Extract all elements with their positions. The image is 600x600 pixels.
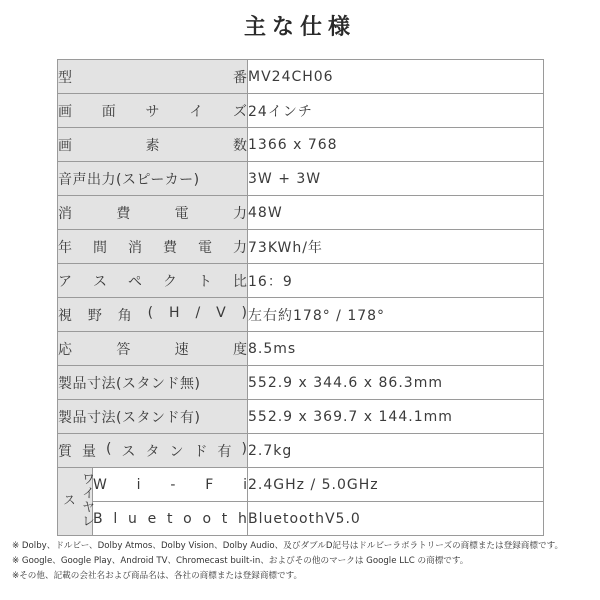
- spec-value: 552.9 x 344.6 x 86.3mm: [248, 366, 544, 400]
- spec-label-char: 度: [232, 341, 247, 358]
- spec-label: [58, 101, 247, 121]
- spec-label: [58, 305, 247, 325]
- spec-label-char: 面: [101, 103, 116, 120]
- spec-label: [58, 271, 247, 291]
- spec-label: [58, 67, 247, 87]
- spec-value: 73KWh/年: [248, 230, 544, 264]
- spec-row: [58, 298, 544, 332]
- spec-row: [58, 162, 544, 196]
- spec-label-char: ク: [163, 273, 177, 290]
- spec-label-char: 速: [174, 341, 189, 358]
- spec-label-char: ド: [193, 443, 208, 460]
- spec-label-char: (: [147, 304, 154, 321]
- spec-value: 48W: [248, 196, 544, 230]
- spec-row: [58, 332, 544, 366]
- spec-label-cell: [58, 434, 248, 468]
- spec-label: [58, 237, 247, 257]
- spec-label-char: /: [195, 304, 201, 321]
- footnote-trademarks: ※その他、記載の会社名および商品名は、各社の商標または登録商標です。: [12, 571, 303, 581]
- spec-row: [58, 400, 544, 434]
- spec-row-wireless: [58, 468, 544, 502]
- footnote-dolby: ※ Dolby、ドルビー、Dolby Atmos、Dolby Vision、Dolby Audio、及びダブルD記号はドルビーラボラトリーズの商標または登録商標です。: [12, 541, 564, 551]
- spec-row: [58, 60, 544, 94]
- spec-label: [58, 441, 247, 461]
- spec-label-cell: [58, 366, 248, 400]
- spec-label-char: H: [169, 304, 180, 321]
- spec-label: [93, 477, 247, 493]
- spec-label-char: 画: [58, 137, 72, 154]
- spec-label-char: ズ: [233, 103, 247, 120]
- spec-value: 24インチ: [248, 94, 544, 128]
- spec-label-cell: [58, 60, 248, 94]
- spec-label: 製品寸法(スタンド有): [58, 409, 201, 426]
- spec-label-char: (: [106, 440, 112, 457]
- spec-label-char: ペ: [128, 273, 142, 290]
- spec-label-char: t: [166, 510, 173, 527]
- spec-label-cell: [58, 94, 248, 128]
- spec-label-char: 電: [198, 239, 212, 256]
- spec-label-char: u: [127, 510, 137, 527]
- spec-value: MV24CH06: [248, 60, 544, 94]
- spec-label-char: ): [241, 304, 247, 321]
- spec-value: 2.4GHz / 5.0GHz: [248, 468, 544, 502]
- spec-label: [58, 135, 247, 155]
- spec-label-char: o: [202, 510, 212, 527]
- spec-label-char: e: [147, 510, 157, 527]
- spec-label-char: 答: [116, 341, 131, 358]
- spec-label-cell: [58, 128, 248, 162]
- spec-label-cell: [58, 162, 248, 196]
- spec-label-char: ): [241, 440, 247, 457]
- spec-row: [58, 230, 544, 264]
- spec-label-char: 年: [58, 239, 72, 256]
- spec-label-char: B: [93, 510, 103, 527]
- spec-label: [93, 511, 247, 527]
- spec-label-char: 比: [233, 273, 247, 290]
- spec-table: [57, 59, 544, 536]
- spec-row-wireless: [58, 502, 544, 536]
- spec-label: 製品寸法(スタンド無): [58, 375, 201, 392]
- spec-label: [58, 339, 247, 359]
- spec-value: 16：9: [248, 264, 544, 298]
- spec-row: [58, 366, 544, 400]
- spec-label-char: ス: [93, 273, 107, 290]
- spec-label-char: 画: [58, 103, 72, 120]
- spec-table-body: [58, 60, 544, 536]
- spec-label-char: l: [113, 510, 118, 527]
- spec-label-char: 費: [163, 239, 177, 256]
- wireless-group-label: [58, 468, 93, 536]
- spec-row: [58, 434, 544, 468]
- spec-label-char: i: [136, 476, 141, 493]
- spec-label-char: t: [221, 510, 228, 527]
- spec-label: [58, 203, 247, 223]
- spec-label-cell: [93, 502, 248, 536]
- spec-label-char: 型: [58, 69, 72, 86]
- spec-label-char: 有: [217, 443, 232, 460]
- spec-value: 8.5ms: [248, 332, 544, 366]
- spec-value: 1366 x 768: [248, 128, 544, 162]
- spec-label-cell: [58, 332, 248, 366]
- footnotes: [12, 539, 592, 584]
- spec-label-char: 数: [233, 137, 247, 154]
- spec-label-char: h: [238, 510, 247, 527]
- spec-value: BluetoothV5.0: [248, 502, 544, 536]
- spec-label-char: サ: [145, 103, 160, 120]
- spec-label-char: ト: [198, 273, 212, 290]
- spec-label-char: 量: [82, 443, 96, 460]
- spec-row: [58, 196, 544, 230]
- spec-row: [58, 94, 544, 128]
- spec-label-char: F: [205, 476, 214, 493]
- spec-label-char: 角: [117, 307, 132, 324]
- spec-label-cell: [58, 264, 248, 298]
- spec-label-char: W: [93, 476, 107, 493]
- spec-label-cell: [93, 468, 248, 502]
- spec-row: [58, 264, 544, 298]
- spec-label-char: V: [216, 304, 226, 321]
- spec-label-char: 消: [58, 205, 72, 222]
- spec-label-char: 消: [128, 239, 142, 256]
- page-title: 主な仕様: [243, 14, 356, 40]
- spec-value: 3W + 3W: [248, 162, 544, 196]
- spec-value: 552.9 x 369.7 x 144.1mm: [248, 400, 544, 434]
- spec-label-cell: [58, 196, 248, 230]
- spec-value: 2.7kg: [248, 434, 544, 468]
- spec-label-char: 費: [116, 205, 131, 222]
- spec-label: 音声出力(スピーカー): [58, 171, 200, 188]
- spec-label-char: 視: [58, 307, 72, 324]
- spec-row: [58, 128, 544, 162]
- spec-label-char: 力: [233, 239, 247, 256]
- spec-label-char: タ: [145, 443, 160, 460]
- spec-label-char: 番: [233, 69, 247, 86]
- spec-label-char: 電: [174, 205, 189, 222]
- spec-label-char: 質: [58, 443, 72, 460]
- spec-label-char: ア: [58, 273, 72, 290]
- spec-label-char: ス: [121, 443, 136, 460]
- spec-label-char: 野: [87, 307, 102, 324]
- spec-label-char: i: [243, 476, 247, 493]
- spec-label-char: 力: [232, 205, 247, 222]
- footnote-google: ※ Google、Google Play、Android TV、Chromecast built-in、およびその他のマークは Google LLC の商標です。: [12, 556, 469, 566]
- spec-label-char: イ: [189, 103, 204, 120]
- spec-label-char: ン: [169, 443, 184, 460]
- spec-label-char: 応: [58, 341, 72, 358]
- spec-label-cell: [58, 230, 248, 264]
- wireless-group-text: ワイヤレス: [60, 471, 94, 528]
- spec-label-char: 間: [93, 239, 107, 256]
- spec-label-char: -: [170, 476, 176, 493]
- spec-value: 左右約178° / 178°: [248, 298, 544, 332]
- spec-label-cell: [58, 298, 248, 332]
- spec-label-cell: [58, 400, 248, 434]
- spec-label-char: 素: [145, 137, 160, 154]
- spec-label-char: o: [183, 510, 192, 527]
